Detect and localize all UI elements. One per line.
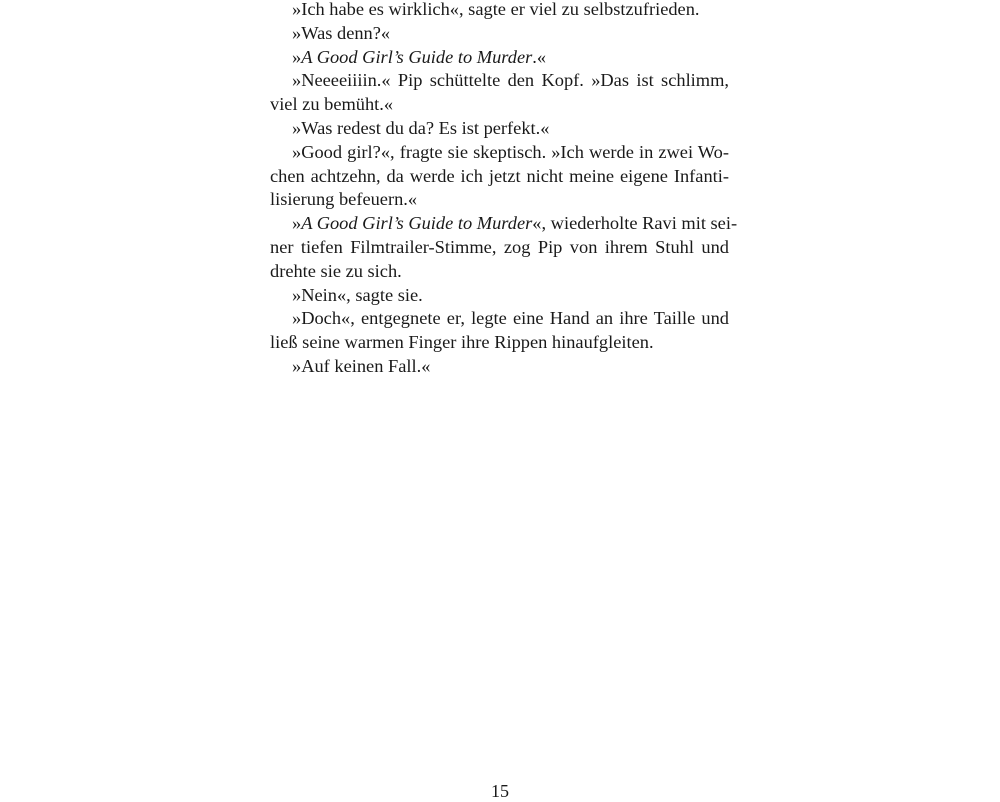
text-line: »Auf keinen Fall.« xyxy=(292,355,431,376)
text-line: »Neeeeiiiin.« Pip schüttelte den Kopf. »Das ist schlimm, xyxy=(292,70,729,91)
text-line: chen achtzehn, da werde ich jetzt nicht meine eigene Infanti- xyxy=(270,165,729,186)
text-line xyxy=(270,46,729,70)
text-line: ließ seine warmen Finger ihre Rippen hinaufgleiten. xyxy=(270,332,654,353)
text-line xyxy=(270,212,738,236)
text-fragment: » xyxy=(292,213,302,234)
text-line: »Ich habe es wirklich«, sagte er viel zu selbstzufrieden. xyxy=(292,0,700,19)
text-fragment: «, wiederholte Ravi mit sei- xyxy=(532,213,738,234)
text-fragment: » xyxy=(292,46,302,67)
text-line: lisierung befeuern.« xyxy=(270,189,418,210)
text-line: ner tiefen Filmtrailer-Stimme, zog Pip von ihrem Stuhl und xyxy=(270,236,729,257)
text-line: »Was denn?« xyxy=(292,22,391,43)
book-title: A Good Girl’s Guide to Murder xyxy=(301,46,533,67)
text-line: »Doch«, entgegnete er, legte eine Hand an ihre Taille und xyxy=(292,308,729,329)
text-fragment: .« xyxy=(532,46,547,67)
book-title: A Good Girl’s Guide to Murder xyxy=(301,213,533,234)
text-line: »Good girl?«, fragte sie skeptisch. »Ich werde in zwei Wo- xyxy=(292,141,729,162)
text-line: »Nein«, sagte sie. xyxy=(292,284,423,305)
text-line: »Was redest du da? Es ist perfekt.« xyxy=(292,117,550,138)
text-line: drehte sie zu sich. xyxy=(270,260,402,281)
body-text xyxy=(270,0,738,379)
page-number: 15 xyxy=(491,781,509,801)
text-line: viel zu bemüht.« xyxy=(270,94,394,115)
